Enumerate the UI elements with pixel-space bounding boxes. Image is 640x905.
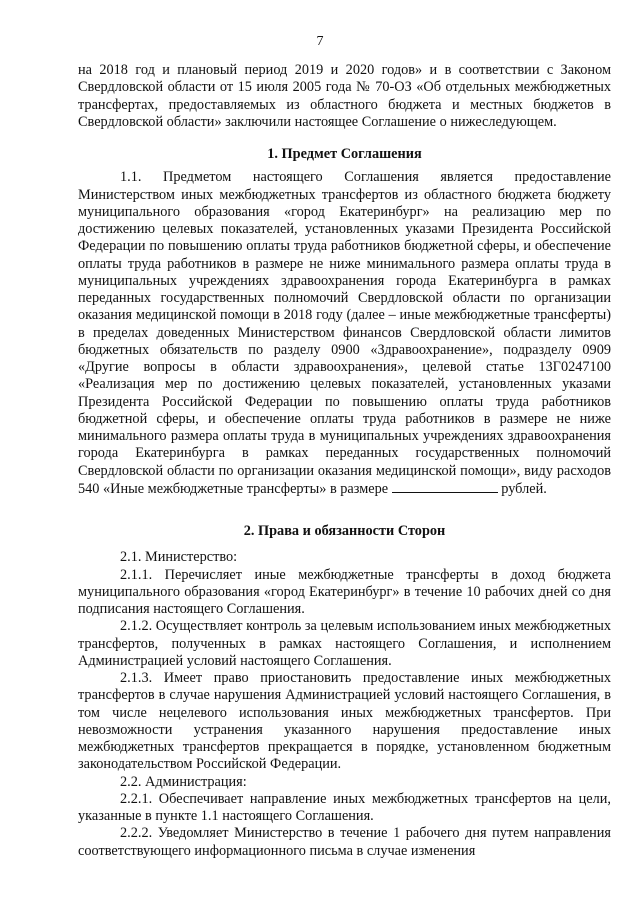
clause-1-1-text: 1.1. Предметом настоящего Соглашения является предоставление Министерством иных межбюджетных трансфертов из областного бюджета бюджету муниципального образования «город Екатеринбург» на реализацию мер по достижению целевых показателей, установленных указами Президента Российской Федерации по повышению оплаты труда работников бюджетной сферы, и обеспечение оплаты труда работников в размере не ниже минимального размера оплаты труда в муниципальных учреждениях здравоохранения города Екатеринбурга в рамках переданных государственных полномочий Свердловской области по организации оказания медицинской помощи в 2018 году (далее – иные межбюджетные трансферты) в пределах доведенных Министерством финансов Свердловской области лимитов бюджетных обязательств по разделу 0900 «Здравоохранение», подразделу 0909 «Другие вопросы в области здравоохранения», целевой статье 13Г0247100 «Реализация мер по достижению целевых показателей, установленных указами Президента Российской Федерации по повышению оплаты труда работников бюджетной сферы, и обеспечение оплаты труда работников в размере не ниже минимального размера оплаты труда в муниципальных учреждениях здравоохранения города Екатеринбурга в рамках переданных государственных полномочий Свердловской области по организации оказания медицинской помощи», виду расходов 540 «Иные межбюджетные трансферты» в размере (78, 169, 611, 497)
intro-paragraph: на 2018 год и плановый период 2019 и 2020 годов» и в соответствии с Законом Свердловской области от 15 июля 2005 года № 70-ОЗ «Об отдельных межбюджетных трансфертах, предоставляемых из областного бюджета и местных бюджетов в Свердловской области» заключили настоящее Соглашение о нижеследующем. (78, 62, 611, 130)
page-number: 7 (316, 34, 324, 49)
clause-2-2: 2.2. Администрация: (120, 773, 247, 790)
clause-2-1-3: 2.1.3. Имеет право приостановить предоставление иных межбюджетных трансфертов в случае нарушения Администрацией условий настоящего Соглашения, в том числе нецелевого использования иных межбюджетных трансфертов. При невозможности устранения указанного нарушения предоставление иных межбюджетных трансфертов прекращается в порядке, установленном бюджетным законодательством Российской Федерации. (78, 670, 611, 773)
amount-blank-line (392, 480, 498, 493)
document-body (78, 62, 611, 860)
clause-2-1-1: 2.1.1. Перечисляет иные межбюджетные трансферты в доход бюджета муниципального образования «город Екатеринбург» в течение 10 рабочих дней со дня подписания настоящего Соглашения. (78, 566, 611, 617)
clause-2-2-2: 2.2.2. Уведомляет Министерство в течение 1 рабочего дня путем направления соответствующего информационного письма в случае изменения (78, 825, 611, 859)
clause-2-2-1: 2.2.1. Обеспечивает направление иных межбюджетных трансфертов на цели, указанные в пункте 1.1 настоящего Соглашения. (78, 790, 611, 824)
clause-1-1 (78, 169, 611, 498)
clause-2-1: 2.1. Министерство: (120, 549, 238, 566)
section-1-heading: 1. Предмет Соглашения (267, 146, 422, 162)
section-2-heading: 2. Права и обязанности Сторон (243, 523, 446, 539)
clause-1-1-currency: рублей. (497, 480, 547, 497)
clause-2-1-2: 2.1.2. Осуществляет контроль за целевым использованием иных межбюджетных трансфертов, полученных в рамках настоящего Соглашения, и исполнением Администрацией условий настоящего Соглашения. (78, 618, 611, 669)
